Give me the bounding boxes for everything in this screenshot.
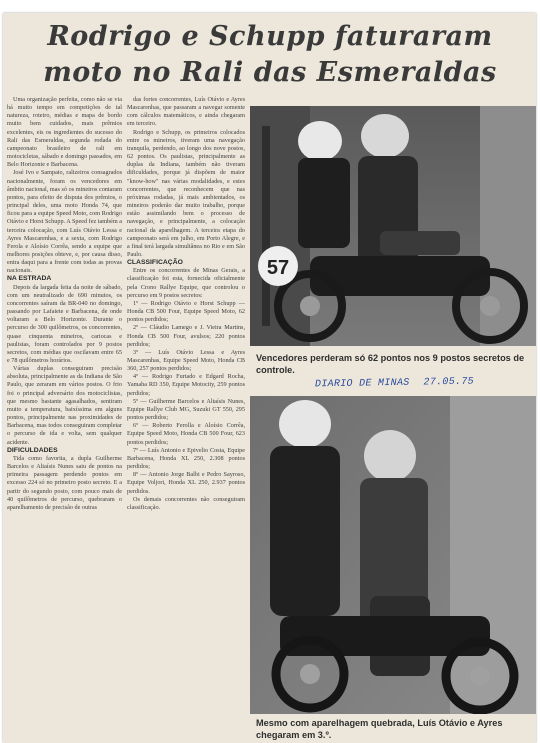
headline-line-1: Rodrigo e Schupp faturaram	[47, 21, 493, 52]
paragraph: Uma organização perfeita, como não se via há muito tempo em competições de tal natureza, roteiro, médias e mapa de bordo muito bem cuidados, mais prêmios excelentes, eis os ingredientes do sucesso do Rali das Esmeraldas, segunda rodada do campeonato brasileiro de rali em motocicletas, sábado e domingo passados, em Belo Horizonte e Barbacena.	[7, 96, 122, 169]
photo-third-place-image	[250, 396, 536, 714]
archive-stamp	[315, 377, 474, 391]
newspaper-clipping	[3, 13, 536, 743]
headline	[9, 19, 531, 91]
result-item: 4º — Rodrigo Furtado e Edgard Rocha, Yamaha RD 350, Equipe Motocity, 259 pontos perdidos;	[127, 373, 245, 397]
paragraph: Rodrigo e Schupp, os primeiros colocados entre os mineiros, tiveram uma navegação tranquila, perdendo, ao longo dos nove postos, 62 pontos. Os paulistas, principalmente as duplas da Indiana, também não tiveram dificuldades, porque já dispõem de maior "know-how" nas várias modalidades, e estes concorrentes, que reconhecem que nas próximas rodadas, já mais ambientados, os mineiros poderão dar muito trabalho, porque estão assimilando bem o processo de navegação, e principalmente, a colocação racional da aparelhagem. A terceira etapa do campeonato será em julho, em Porto Alegre, e a final terá largada simultânea no Rio e em São Paulo.	[127, 128, 245, 258]
result-item: 7º — Luís Antonio e Epivelio Costa, Equipe Barbacena, Honda XL 250, 2.308 pontos perdidos;	[127, 446, 245, 471]
result-item: 2º — Cláudio Lamego e J. Vieira Martins, Honda CB 500 Four, avulsos; 220 pontos perdidos;	[127, 324, 245, 348]
stamp-paper-name: DIARIO DE MINAS	[314, 377, 410, 391]
paragraph: Várias duplas conseguiram precisão absoluta, principalmente as da Indiana de São Paulo, que zeraram em vários postos. O frio foi o principal adversário dos motociclistas, que mesmo bastante agasalhados, sentiram muito a temperatura, baixíssima em alguns pontos, principalmente nas proximidades de Barbacena, mas todos conseguiram completar o percurso de ida e volta, sem qualquer acidente.	[7, 365, 122, 446]
paragraph: das fortes concorrentes, Luís Otávio e Ayres Mascarenhas, que passaram a navegar somente com cálculos matemáticos, e ainda chegaram em terceiro.	[127, 96, 245, 128]
headline-line-2: moto no Rali das Esmeraldas	[43, 57, 497, 88]
article-column-1	[7, 96, 122, 512]
section-heading: DIFICULDADES	[7, 446, 58, 454]
article-column-2	[127, 96, 245, 512]
paragraph: Entre os concorrentes de Minas Gerais, a classificação foi esta, fornecida oficialmente pela Crono Rallye Equipe, que controlou o percurso em 9 postos secretos:	[127, 267, 245, 299]
section-heading: CLASSIFICAÇÃO	[127, 259, 183, 267]
result-item: Os demais concorrentes não conseguiram classificação.	[127, 495, 245, 511]
paragraph: Tida como favorita, a dupla Guilherme Barcelos e Altaísis Nunes saiu de pontos na primeira passagem perdendo pontos em excesso 224 só no primeiro posto secreto. E a partir do segundo posto, com pouco mais de 40 quilômetros de percurso, quebraram o aparelhamento de precisão de outras	[7, 454, 122, 511]
result-item: 5º — Guilherme Barcelos e Altaísis Nunes, Equipe Rallye Club MG, Suzuki GT 550, 295 pontos perdidos;	[127, 397, 245, 422]
result-item: 6º — Roberto Ferolla e Aloísio Corrêa, Equipe Speed Moto, Honda CB 500 Four, 623 pontos perdidos;	[127, 422, 245, 446]
photo-caption-bottom: Mesmo com aparelhagem quebrada, Luís Otávio e Ayres chegaram em 3.º.	[256, 718, 503, 740]
result-item: 1º — Rodrigo Otávio e Horst Schupp — Honda CB 500 Four, Equipe Speed Moto, 62 pontos perdidos;	[127, 299, 245, 324]
photo-winners	[250, 106, 536, 346]
stamp-date: 27.05.75	[423, 376, 475, 389]
plate-number: 57	[266, 257, 290, 279]
photo-third-place	[250, 396, 536, 714]
result-item: 8º — Antonio Jorge Balbi e Pedro Sayroso, Equipe Voljori, Honda XL 250, 2.937 pontos perdidos.	[127, 471, 245, 495]
result-item: 3º — Luís Otávio Lessa e Ayres Mascarenhas, Equipe Speed Moto, Honda CB 360, 257 pontos perdidos;	[127, 348, 245, 373]
paragraph: Depois da largada feita da noite de sábado, com um neutralizado de 690 minutos, os concorrentes saíram da BR-040 no domingo, passando por Lafaiete e Barbacena, de onde voltaram a Belo Horizonte. Durante o percurso de 300 quilômetros, os concorrentes, quase cinquenta mineiros, cariocas e paulistas, foram controlados por 9 postos secretos, com médias que oscilavam entre 65 e 78 quilômetros horários.	[7, 283, 122, 364]
paragraph: José Ivo e Sampaio, ralizeiros consagrados nacionalmente, foram os vencedores em âmbito nacional, mas só os mineiros contaram pontos, para efeito de disputa dos prêmios, o principal deles, uma moto Honda 74, que ficou para a equipe Speed Moto, com Rodrigo Otávio e Horst Schupp. A Speed fez também a terceira colocação, com Luís Otávio Lessa e Ayres Mascarenhas, e a sexta, com Rodrigo Ferola e Aloísio Corrêa, sendo a equipe que melhores posições obteve, e, por causa disso, entra daqui para a frente com todas as provas nacionais.	[7, 169, 122, 275]
section-heading: NA ESTRADA	[7, 275, 52, 283]
photo-winners-image	[250, 106, 536, 346]
photo-caption-top: Vencedores perderam só 62 pontos nos 9 postos secretos de controle.	[256, 353, 525, 375]
